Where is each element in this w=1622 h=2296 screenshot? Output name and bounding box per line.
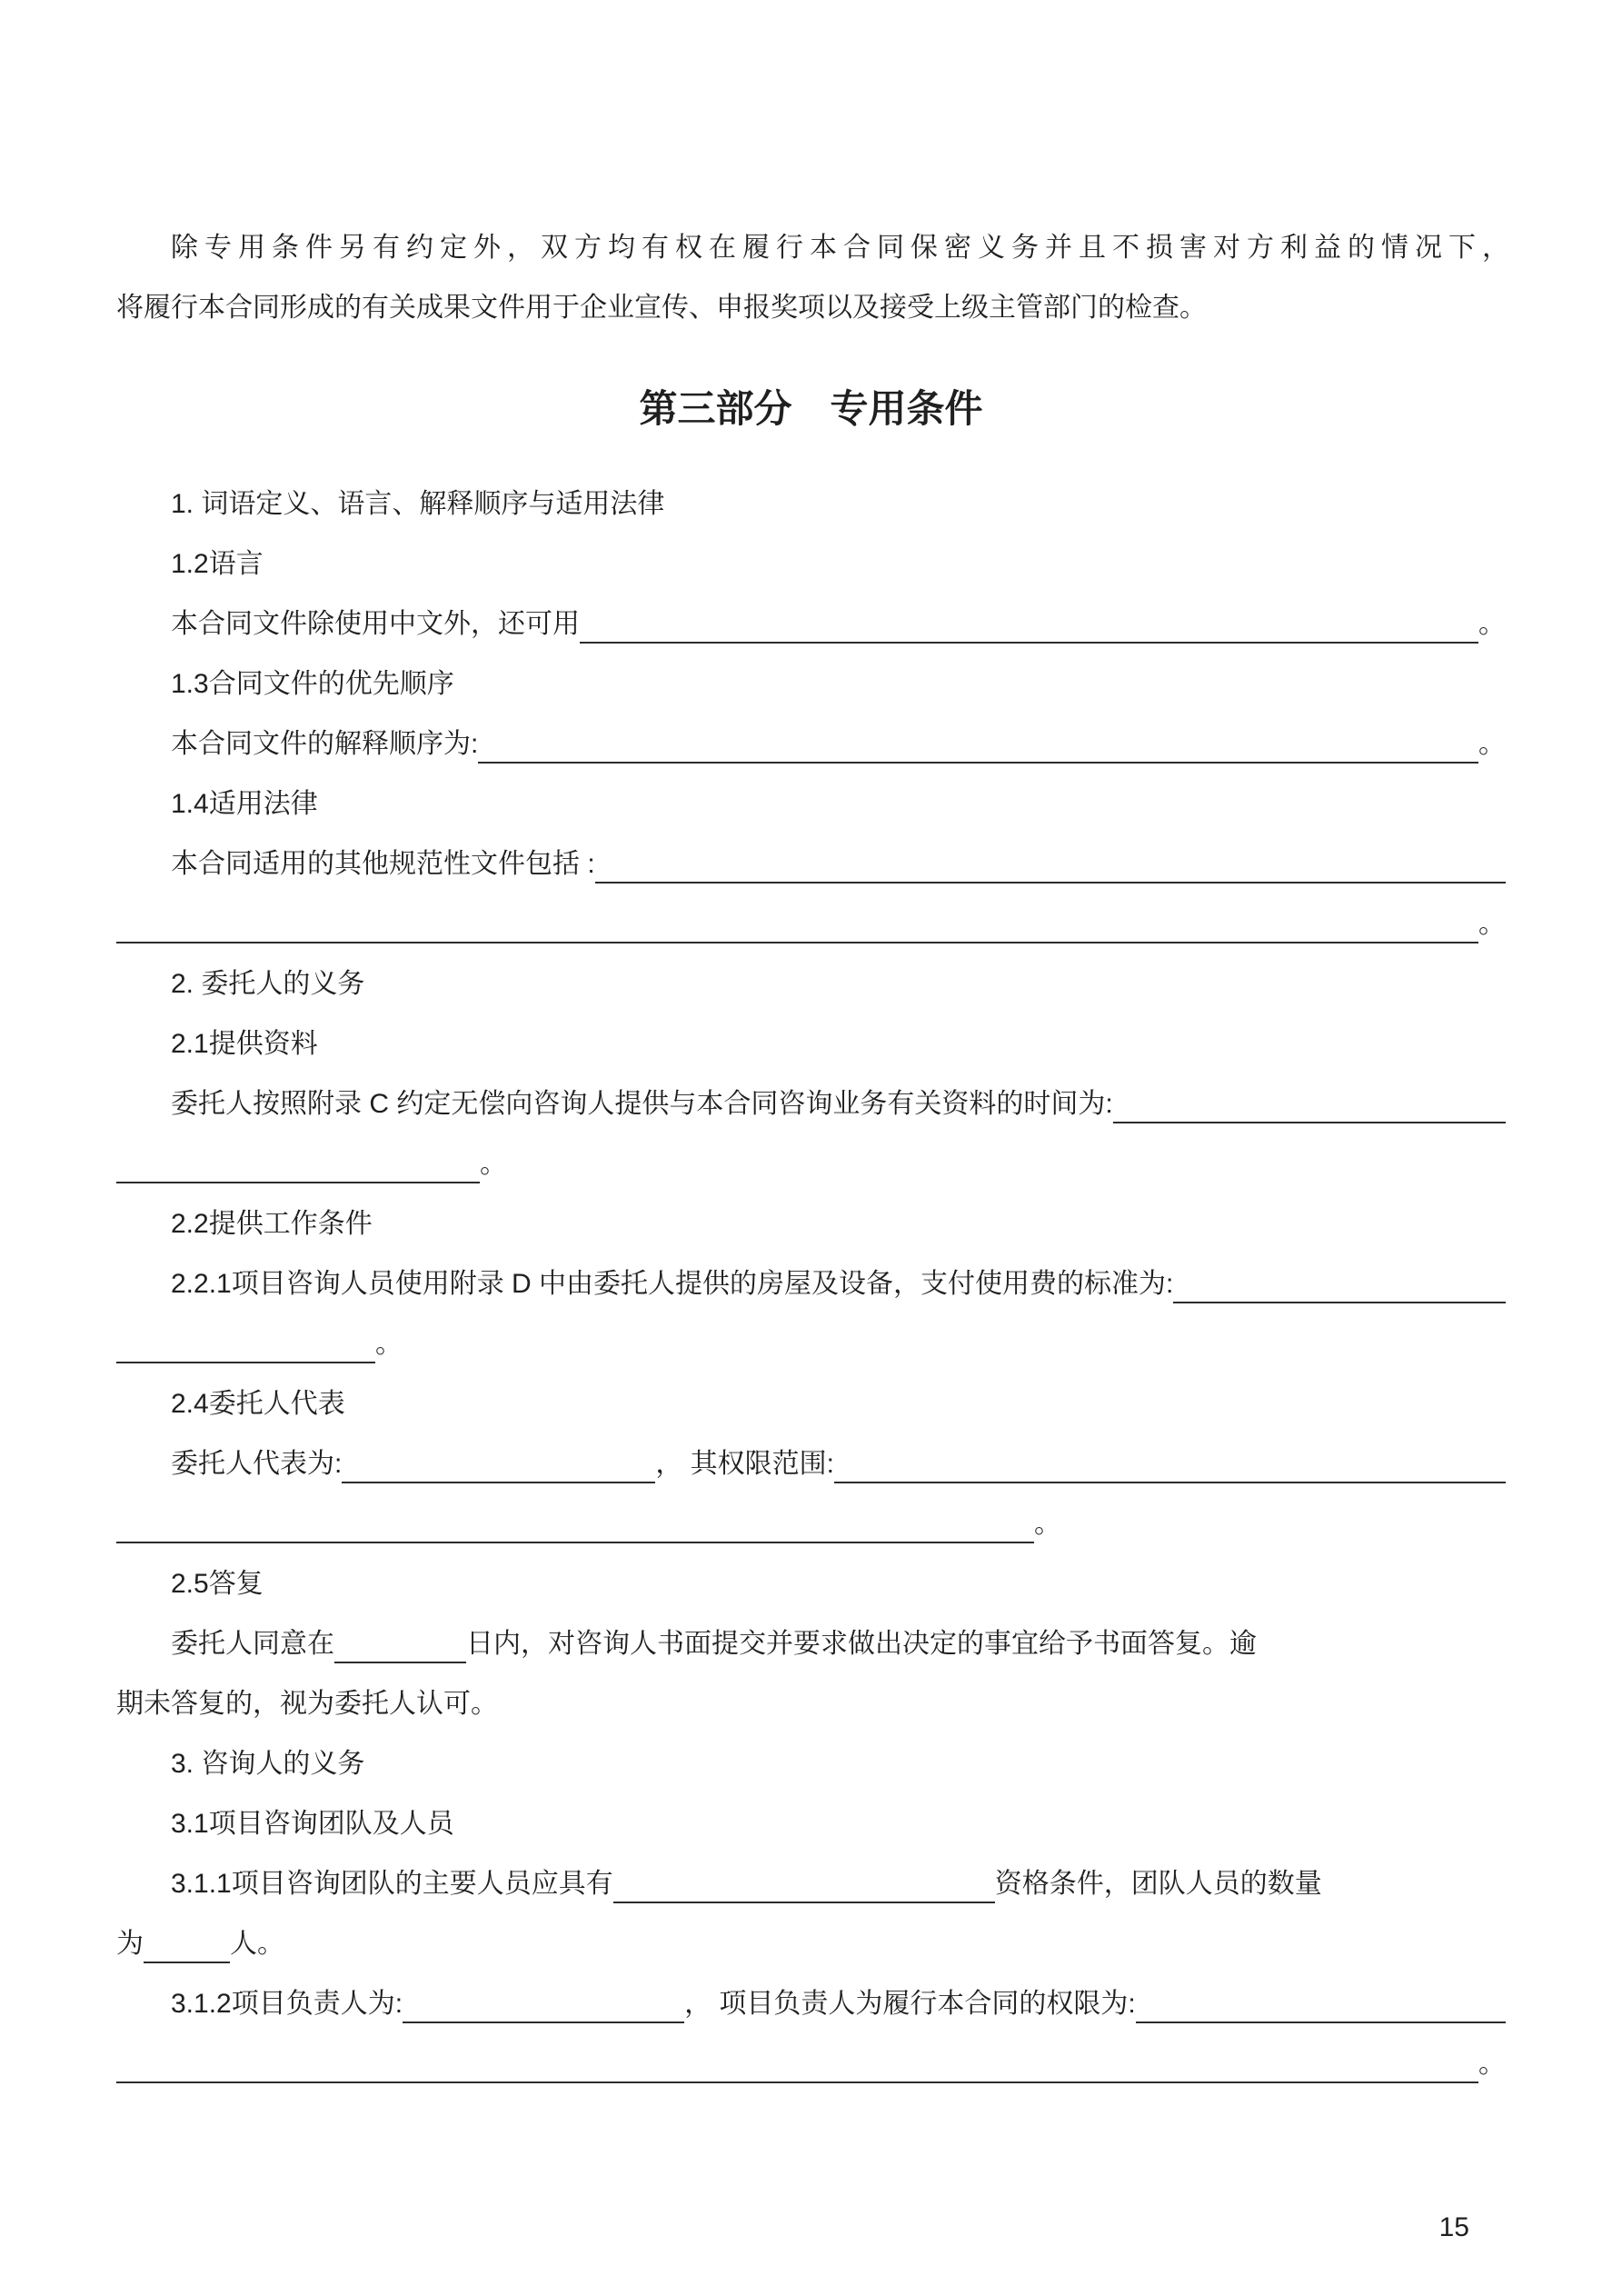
text-segment: 资格条件，团队人员的数量 xyxy=(994,1869,1322,1899)
text-line: 1.4适用法律 xyxy=(171,789,318,819)
blank-field xyxy=(580,642,1478,644)
blank-field xyxy=(1173,1302,1506,1303)
text-segment: ， 其权限范围: xyxy=(655,1449,835,1479)
fill-line xyxy=(116,1434,1506,1494)
blank-field xyxy=(334,1662,466,1663)
text-line: 2.1提供资料 xyxy=(171,1029,318,1059)
text-segment: 。 xyxy=(1478,909,1506,939)
fill-line xyxy=(116,1134,1506,1194)
text-line: 1.2语言 xyxy=(171,549,264,579)
text-segment: 。 xyxy=(1478,2049,1506,2079)
text-line: 3. 咨询人的义务 xyxy=(171,1749,365,1779)
blank-field xyxy=(1136,2021,1506,2023)
blank-field xyxy=(144,1962,230,1963)
blank-field xyxy=(116,1182,480,1183)
text-segment: 。 xyxy=(1478,729,1506,759)
blank-field xyxy=(116,2081,1478,2083)
text-line: 2.2提供工作条件 xyxy=(171,1209,373,1239)
text-segment: 。 xyxy=(375,1329,403,1359)
blank-field xyxy=(478,762,1478,764)
text-segment: ， 项目负责人为履行本合同的权限为: xyxy=(684,1989,1136,2019)
blank-field xyxy=(403,2021,684,2023)
fill-line xyxy=(116,594,1506,654)
text-segment: 委托人按照附录 C 约定无偿向咨询人提供与本合同咨询业务有关资料的时间为: xyxy=(171,1089,1113,1119)
fill-line xyxy=(116,1614,1506,1674)
text-segment: 委托人代表为: xyxy=(171,1449,343,1479)
fill-line xyxy=(116,2034,1506,2094)
fill-line xyxy=(116,834,1506,894)
text-segment: 。 xyxy=(1478,609,1506,639)
text-line: 期未答复的，视为委托人认可。 xyxy=(116,1689,498,1719)
fill-line xyxy=(116,714,1506,774)
text-line: 3.1项目咨询团队及人员 xyxy=(171,1809,454,1839)
text-line: 2. 委托人的义务 xyxy=(171,969,365,999)
text-segment: 人。 xyxy=(230,1929,284,1959)
blank-field xyxy=(595,882,1506,883)
text-line: 除专用条件另有约定外，双方均有权在履行本合同保密义务并且不损害对方利益的情况下， xyxy=(171,233,1516,263)
text-segment: 本合同适用的其他规范性文件包括 : xyxy=(171,849,595,879)
fill-line xyxy=(116,1854,1506,1914)
text-segment: 3.1.2项目负责人为: xyxy=(171,1989,403,2019)
text-line: 1. 词语定义、语言、解释顺序与适用法律 xyxy=(171,489,665,519)
blank-field xyxy=(613,1902,995,1903)
fill-line xyxy=(116,1914,1506,1974)
text-segment: 2.2.1项目咨询人员使用附录 D 中由委托人提供的房屋及设备，支付使用费的标准为: xyxy=(171,1269,1174,1299)
text-line: 1.3合同文件的优先顺序 xyxy=(171,669,454,699)
fill-line xyxy=(116,1494,1506,1554)
fill-line xyxy=(116,1074,1506,1134)
fill-line xyxy=(116,1314,1506,1374)
text-segment: 。 xyxy=(1034,1509,1061,1539)
page-number: 15 xyxy=(1438,2212,1469,2242)
text-segment: 为 xyxy=(116,1929,144,1959)
text-segment: 日内，对咨询人书面提交并要求做出决定的事宜给予书面答复。逾 xyxy=(466,1629,1257,1659)
document-content xyxy=(116,218,1516,2094)
blank-field xyxy=(116,1542,1034,1543)
blank-field xyxy=(834,1482,1506,1483)
blank-field xyxy=(116,942,1478,943)
blank-field xyxy=(1113,1122,1506,1123)
text-line: 2.4委托人代表 xyxy=(171,1389,345,1419)
section-heading: 第三部分 专用条件 xyxy=(639,387,983,430)
fill-line xyxy=(116,1254,1506,1314)
text-segment: 本合同文件的解释顺序为: xyxy=(171,729,479,759)
blank-field xyxy=(116,1362,375,1363)
text-segment: 本合同文件除使用中文外，还可用 xyxy=(171,609,580,639)
text-line: 2.5答复 xyxy=(171,1569,264,1599)
blank-field xyxy=(342,1482,655,1483)
text-line: 将履行本合同形成的有关成果文件用于企业宣传、申报奖项以及接受上级主管部门的检查。 xyxy=(116,293,1207,323)
text-segment: 3.1.1项目咨询团队的主要人员应具有 xyxy=(171,1869,613,1899)
text-segment: 委托人同意在 xyxy=(171,1629,334,1659)
fill-line xyxy=(116,1974,1506,2034)
fill-line xyxy=(116,894,1506,954)
text-segment: 。 xyxy=(480,1149,507,1179)
